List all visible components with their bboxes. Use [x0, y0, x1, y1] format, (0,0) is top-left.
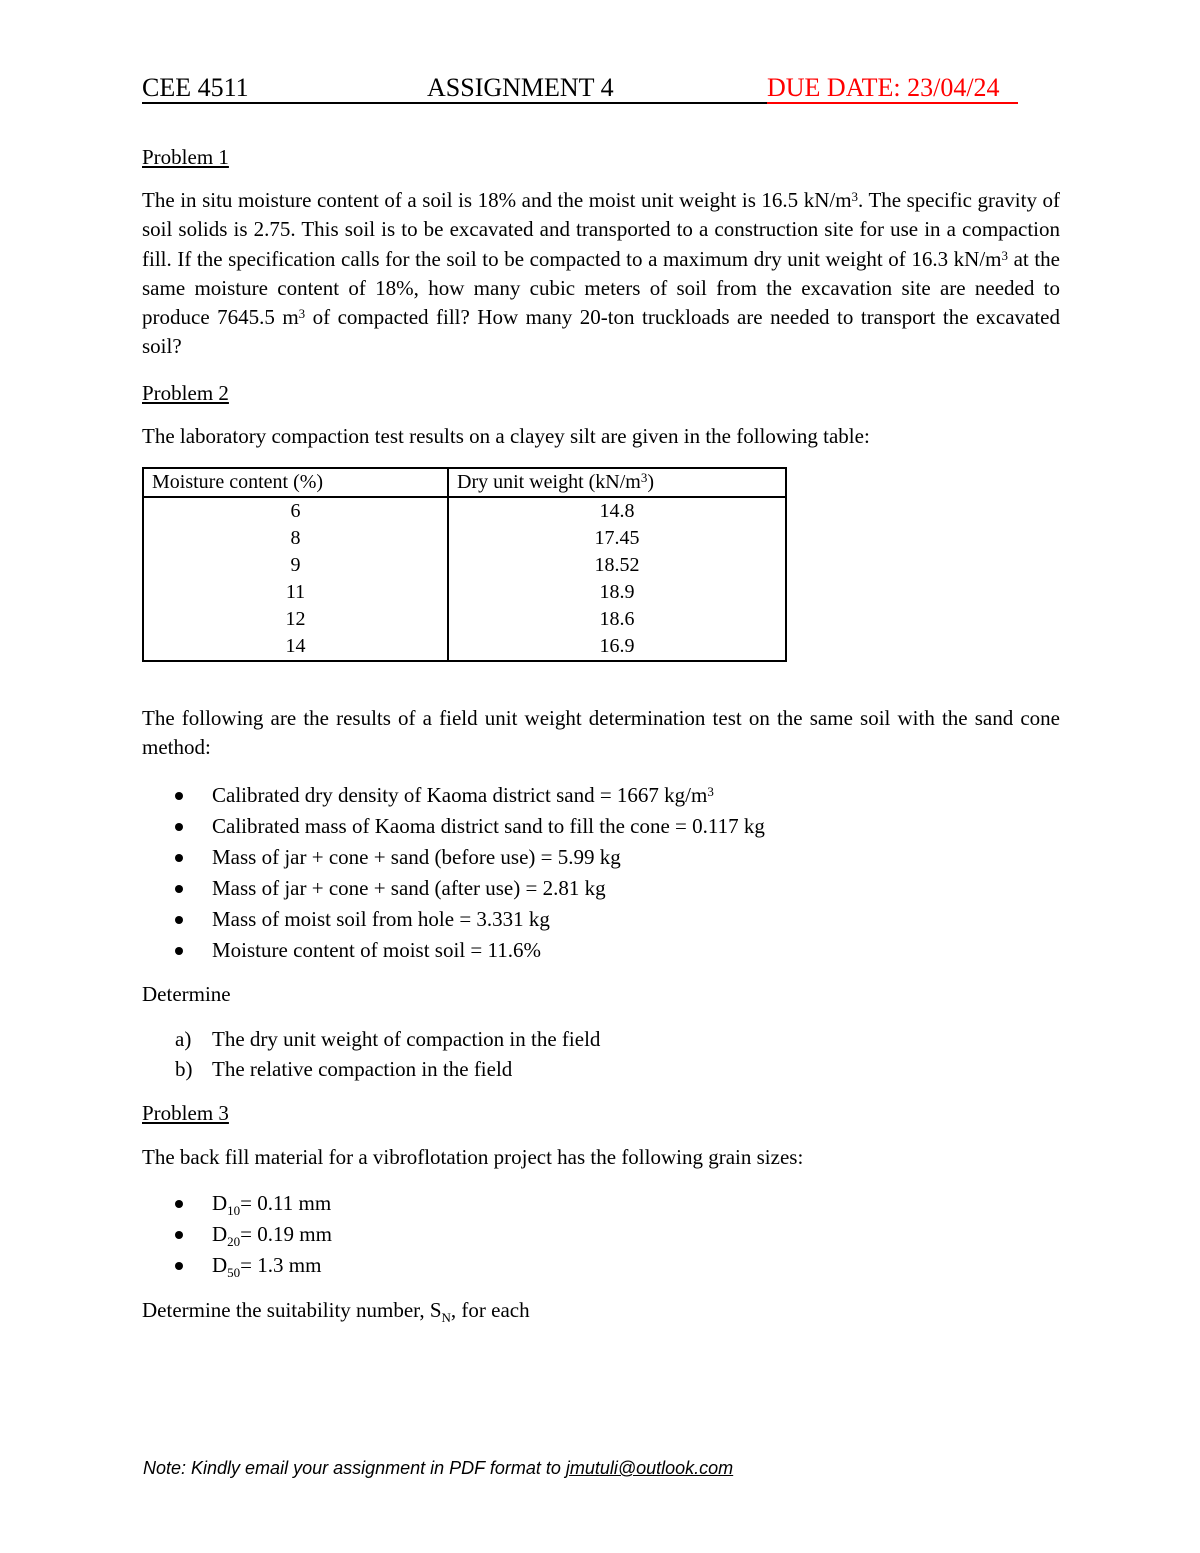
list-item: Moisture content of moist soil = 11.6%	[142, 935, 765, 966]
column-header-dry-unit-weight: Dry unit weight $(kN/m^3)$	[448, 468, 786, 497]
moisture-cell: 6	[143, 497, 448, 525]
list-item: b) The relative compaction in the field	[175, 1057, 513, 1081]
dry-weight-cell: 17.45	[448, 525, 786, 552]
dry-weight-cell: 14.8	[448, 497, 786, 525]
list-item: $D_{20}= 0.19$ mm	[142, 1219, 332, 1250]
problem-2-intro: The laboratory compaction test results on a clayey silt are given in the following table:	[142, 424, 870, 448]
table-row	[143, 579, 786, 606]
moisture-cell: 9	[143, 552, 448, 579]
table-row	[143, 525, 786, 552]
assignment-title: ASSIGNMENT 4	[427, 73, 614, 102]
dry-weight-cell: 18.9	[448, 579, 786, 606]
problem-1-heading: Problem 1	[142, 145, 229, 169]
grain-size-list	[142, 1188, 332, 1281]
email-link[interactable]: jmutuli@outlook.com	[565, 1458, 734, 1478]
dry-weight-cell: 16.9	[448, 633, 786, 661]
moisture-cell: 14	[143, 633, 448, 661]
problem-3-determine: Determine the suitability number, $S_N$, for each	[142, 1298, 530, 1326]
problem-3-intro: The back fill material for a vibroflotation project has the following grain sizes:	[142, 1145, 804, 1169]
problem-3-heading: Problem 3	[142, 1101, 229, 1125]
table-row	[143, 633, 786, 661]
due-date: DUE DATE: 23/04/24	[767, 73, 1000, 102]
list-item: Calibrated dry density of Kaoma district sand = 1667 $kg/m^3$	[142, 780, 765, 811]
column-header-moisture: Moisture content (%)	[143, 468, 448, 497]
list-item: $D_{10}= 0.11$ mm	[142, 1188, 332, 1219]
moisture-cell: 12	[143, 606, 448, 633]
list-item: Mass of moist soil from hole = 3.331 kg	[142, 904, 765, 935]
compaction-table	[142, 467, 787, 662]
problem-2-heading: Problem 2	[142, 381, 229, 405]
dry-weight-cell: 18.52	[448, 552, 786, 579]
determine-items	[142, 1024, 600, 1084]
table-row	[143, 497, 786, 525]
table-row	[143, 606, 786, 633]
problem-1-text: The in situ moisture content of a soil is 18% and the moist unit weight is 16.5 $kN/m^3$. The specific gravity of soil solids is 2.75. This soil is to be excavated and transported to a construction site for use in a compaction fill. If the specification calls for the soil to be compacted to a maximum dry unit weight of 16.3 $kN/m^3$ at the same moisture content of 18%, how many cubic meters of soil from the excavation site are needed to produce 7645.5 $m^3$ of compacted fill? How many 20-ton truckloads are needed to transport the excavated soil?	[142, 188, 1060, 359]
list-item: a) The dry unit weight of compaction in the field	[175, 1027, 601, 1051]
list-item: Mass of jar + cone + sand (before use) = 5.99 kg	[142, 842, 765, 873]
list-item: Mass of jar + cone + sand (after use) = 2.81 kg	[142, 873, 765, 904]
moisture-cell: 8	[143, 525, 448, 552]
footer-note: Note: Kindly email your assignment in PDF format to jmutuli@outlook.com	[143, 1458, 734, 1478]
course-code: CEE 4511	[142, 73, 249, 102]
table-row	[143, 552, 786, 579]
list-item: Calibrated mass of Kaoma district sand to fill the cone = 0.117 kg	[142, 811, 765, 842]
assignment-header	[142, 72, 1018, 106]
field-test-intro: The following are the results of a field unit weight determination test on the same soil with the sand cone method:	[142, 706, 1060, 760]
sand-cone-results-list	[142, 780, 765, 966]
table-header-row	[143, 468, 786, 497]
dry-weight-cell: 18.6	[448, 606, 786, 633]
determine-label: Determine	[142, 982, 231, 1006]
moisture-cell: 11	[143, 579, 448, 606]
list-item: $D_{50}= 1.3$ mm	[142, 1250, 332, 1281]
